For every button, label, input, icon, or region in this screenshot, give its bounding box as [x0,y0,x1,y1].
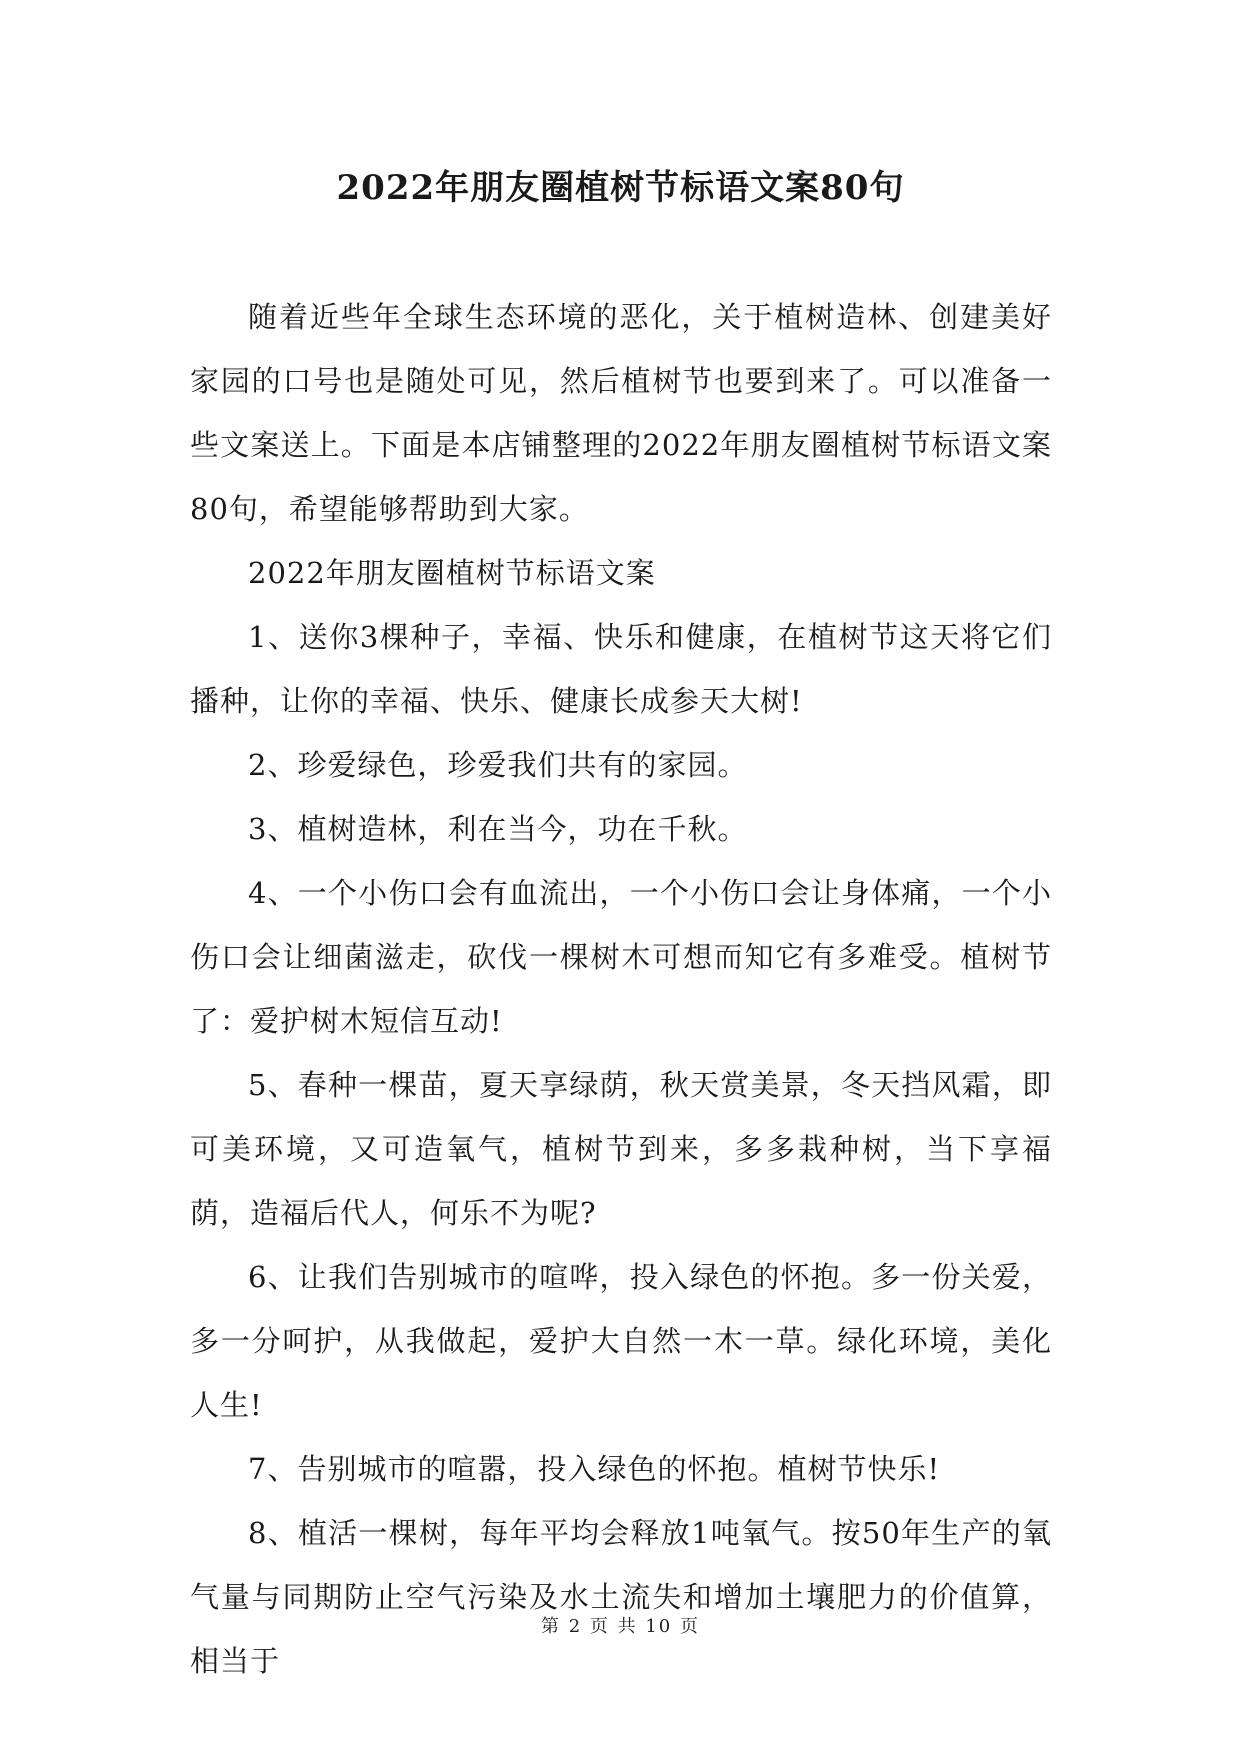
page-number-footer: 第 2 页 共 10 页 [541,1616,700,1637]
slogan-item: 7、告别城市的喧嚣，投入绿色的怀抱。植树节快乐! [248,1452,941,1486]
slogan-item: 1、送你3棵种子，幸福、快乐和健康，在植树节这天将它们播种，让你的幸福、快乐、健康长成参天大树! [190,620,1052,718]
slogan-item: 4、一个小伤口会有血流出，一个小伤口会让身体痛，一个小伤口会让细菌滋走，砍伐一棵树木可想而知它有多难受。植树节了：爱护树木短信互动! [190,876,1052,1038]
slogan-item: 6、让我们告别城市的喧哗，投入绿色的怀抱。多一份关爱，多一分呵护，从我做起，爱护大自然一木一草。绿化环境，美化人生! [190,1260,1052,1422]
section-heading: 2022年朋友圈植树节标语文案 [248,556,656,590]
intro-paragraph: 随着近些年全球生态环境的恶化，关于植树造林、创建美好家园的口号也是随处可见，然后植树节也要到来了。可以准备一些文案送上。下面是本店铺整理的2022年朋友圈植树节标语文案80句，希望能够帮助到大家。 [190,300,1052,526]
slogan-item: 5、春种一棵苗，夏天享绿荫，秋天赏美景，冬天挡风霜，即可美环境，又可造氧气，植树节到来，多多栽种树，当下享福荫，造福后代人，何乐不为呢? [190,1068,1052,1230]
document-title: 2022年朋友圈植树节标语文案80句 [336,168,905,208]
slogan-item: 8、植活一棵树，每年平均会释放1吨氧气。按50年生产的氧气量与同期防止空气污染及水土流失和增加土壤肥力的价值算，相当于 [190,1516,1052,1678]
slogan-item: 2、珍爱绿色，珍爱我们共有的家园。 [248,748,748,782]
slogan-item: 3、植树造林，利在当今，功在千秋。 [248,812,748,846]
document-body [190,285,1052,1693]
